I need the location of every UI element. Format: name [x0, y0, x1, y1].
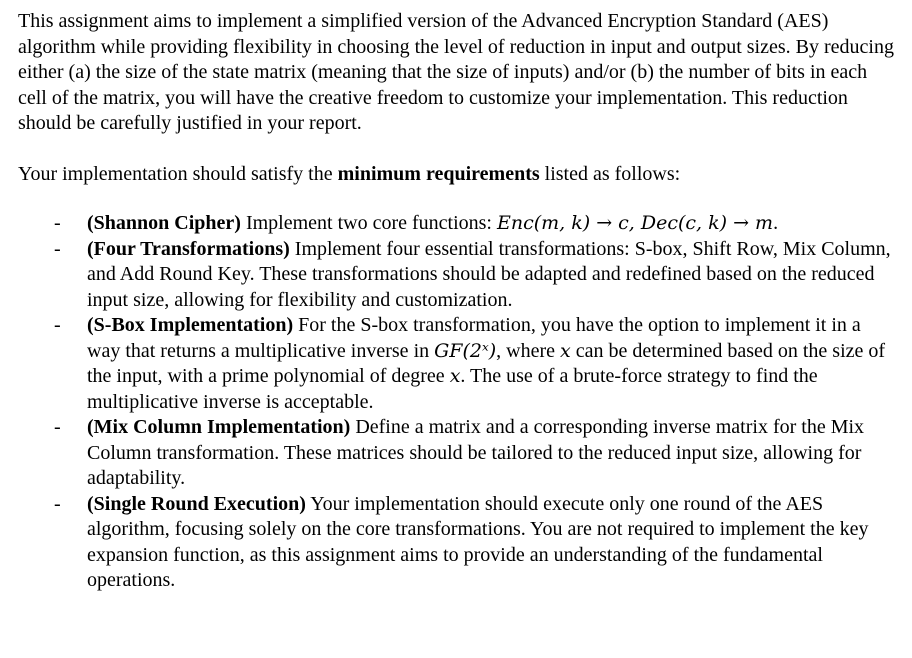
math-expression: Enc(m, k) → c, Dec(c, k) → m: [496, 212, 774, 234]
list-bullet: -: [54, 416, 61, 438]
requirement-text: .: [773, 212, 779, 234]
requirement-mix-column: [18, 415, 898, 492]
requirement-text: Implement two core functions:: [240, 212, 497, 234]
list-bullet: -: [54, 314, 61, 336]
list-bullet: -: [54, 212, 61, 234]
requirements-intro-emphasis: minimum requirements: [337, 162, 540, 185]
requirement-shannon-cipher: [18, 211, 898, 237]
requirement-sbox-implementation: [18, 313, 898, 415]
requirement-title: (Single Round Execution): [87, 492, 306, 515]
requirement-title: (Mix Column Implementation): [87, 416, 351, 438]
assignment-document: [18, 9, 898, 594]
requirement-text: Define a matrix and a corresponding inverse matrix for the Mix Column transformation. These matrices should be tailored to the reduced input size, allowing for adaptability.: [87, 416, 865, 489]
requirement-text: , where: [496, 339, 561, 362]
math-expression: GF(2ˣ): [434, 339, 497, 362]
requirements-intro-before: Your implementation should satisfy the: [18, 162, 338, 185]
requirement-text: Your implementation should execute only one round of the AES algorithm, focusing solely on the core transformations. You are not required to implement the key expansion function, as this assignment aims to provide an understanding of the fundamental operations.: [87, 492, 869, 591]
requirements-list: [18, 211, 898, 594]
requirement-text: Implement four essential transformations: S-box, Shift Row, Mix Column, and Add Round Key. These transformations should be adapted and redefined based on the reduced input size, allowing for flexibility and customization.: [87, 237, 891, 311]
requirements-intro: [18, 162, 898, 188]
requirement-single-round: [18, 492, 898, 594]
requirement-text: . The use of a brute-force strategy to find the multiplicative inverse is acceptable.: [87, 365, 818, 413]
math-variable: x: [560, 339, 571, 362]
requirements-intro-after: listed as follows:: [539, 162, 681, 185]
list-bullet: -: [54, 237, 61, 260]
requirement-title: (Shannon Cipher): [87, 212, 241, 234]
list-bullet: -: [54, 492, 61, 515]
math-variable: x: [449, 365, 461, 387]
requirement-text: For the S-box transformation, you have the option to implement it in a way that returns a multiplicative inverse in: [87, 314, 861, 362]
intro-paragraph: This assignment aims to implement a simplified version of the Advanced Encryption Standard (AES) algorithm while providing flexibility in choosing the level of reduction in input and output sizes. By reducing either (a) the size of the state matrix (meaning that the size of inputs) and/or (b) the number of bits in each cell of the matrix, you will have the creative freedom to customize your implementation. This reduction should be carefully justified in your report.: [18, 10, 894, 134]
requirement-title: (Four Transformations): [87, 237, 290, 260]
requirement-text: can be determined based on the size of the input, with a prime polynomial of degree: [87, 339, 886, 387]
requirement-title: (S-Box Implementation): [87, 314, 294, 336]
requirement-four-transformations: [18, 237, 898, 314]
